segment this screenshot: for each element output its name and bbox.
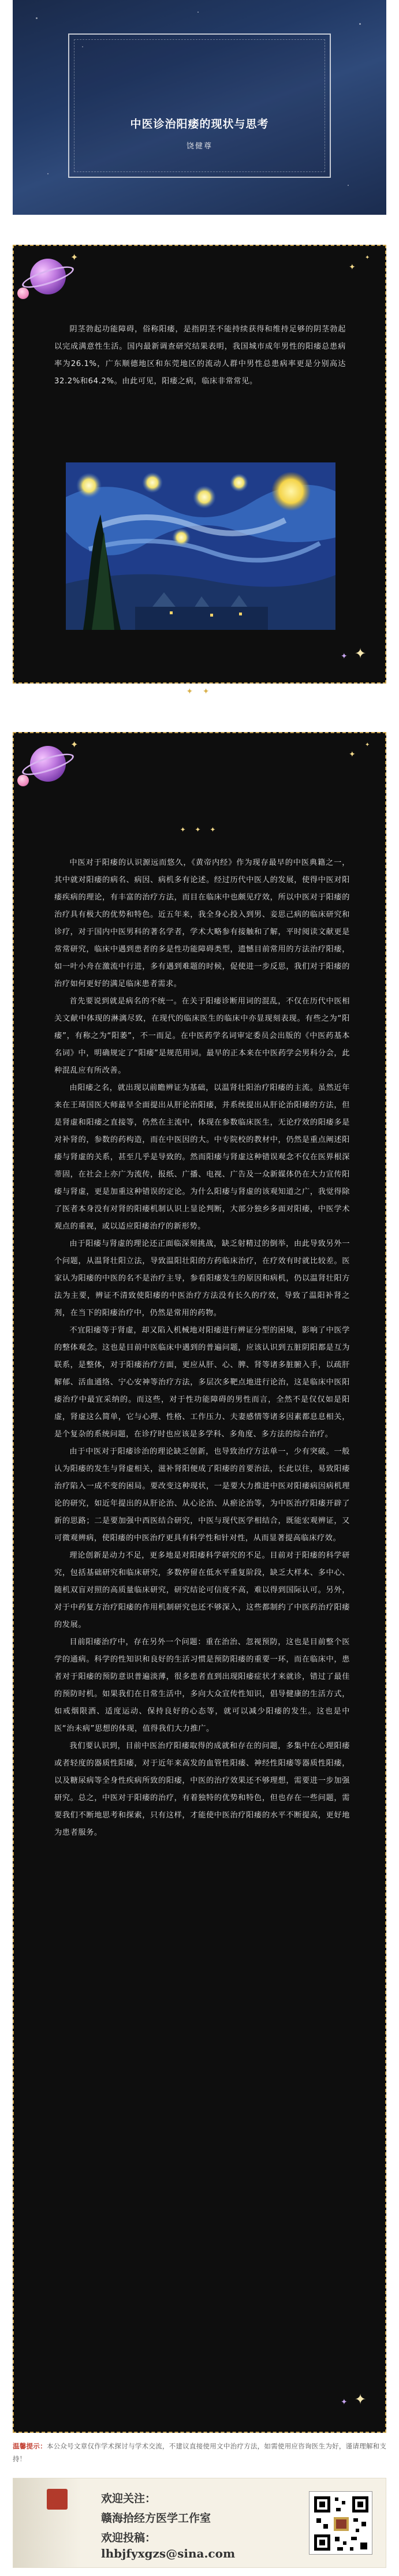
- body-text: [54, 854, 350, 1842]
- body-paragraph: 由阳痿之名，就出现以前瞻辨证为基础，以温肾壮阳治疗阳痿的主流。虽然近年来在王琦国医大师最早全面提出从肝论治阳痿，并系统提出从肝论治阳痿的方法，但是肾虚和阳痿之直接等，仍然在主流中，体现在参数临床医生，无论疗效的阳痿多是对补肾的，参数的药构造，而在中医因的大。中专院校的教材中，仍然是重点阐述阳痿与肾虚的关系，甚至几乎是导致的。然而阳痿与肾虚这种错误观念不仅在医界根深蒂固，在社会上亦广为流传，报纸、广播、电视、广告及一众新媒体仍在大力宣传阳痿与肾虚，更是加重这种错误的定论。为什么阳痿与肾虚的该观知道之广，我觉得除了医者本身没有对肾的阳痿机制认识上显论判断，大部分独乡多面对阳痿，中医学术观点的重视，或以适应阳痿治疗的新形势。: [54, 1084, 350, 1231]
- contact-box: [13, 2478, 386, 2568]
- submission-label: 欢迎投稿：: [101, 2532, 156, 2544]
- notice-label: 温馨提示：: [13, 2442, 47, 2450]
- sparkle-decoration-icon: ✦ ✦: [341, 2391, 367, 2407]
- qr-code-icon[interactable]: [309, 2491, 372, 2555]
- sparkle-decoration-icon: ✦ ✦: [341, 645, 367, 662]
- planet-decoration-icon: ✦: [13, 734, 82, 798]
- page-title: 中医诊治阳痿的现状与思考: [130, 118, 269, 130]
- body-paragraph: 由于阳痿与肾虚的理论还正面临深刻挑战，缺乏射精过的倒举，由此导致另外一个问题，从温肾壮阳立法，导致温阳壮阳的方药临床治疗，在疗效有时就比较差。医家认为阳痿的中医的名不是治疗主导，参看阳痿发生的原因和病机，仍以温肾壮阳方法为主要，辨证不清致使阳痿的中医治疗方法没有长久的疗效，导致了温阳补肾之剂，在当下的阳痿治疗中，仍然是常用的药物。: [54, 1240, 350, 1317]
- star-decoration-icon: ✦ ✦: [349, 255, 370, 272]
- planet-decoration-icon: ✦: [13, 247, 82, 311]
- starry-night-painting: [66, 462, 335, 630]
- body-paragraph: 理论创新是动力不足，更多地是对阳痿科学研究的不足。目前对于阳痿的科学研究，包括基础研究和临床研究，多数停留在低水平重复阶段，缺乏大样本、多中心、随机双盲对照的高质量临床研究，研究结论可信度不高，难以得到国际认可。另外，对于中药复方治疗阳痿的作用机制研究也还不够深入，这些都制约了中医药治疗阳痿的发展。: [54, 1551, 350, 1629]
- seal-stamp-icon: [47, 2489, 68, 2510]
- body-paragraph: 中医对于阳痿的认识源远而悠久，《黄帝内经》作为现存最早的中医典籍之一，其中就对阳痿的病名、病因、病机多有论述。经过历代中医人的发展，使得中医对阳痿疾病的理论，有丰富的治疗方法，而目在临床中也颇见疗效，所以中医对于阳痿的治疗具有极大的优势和特色。近五年来，我全身心投入到男、妾思己病的临床研究和诊疗，对于国内中医男科的著名学者，学术大略参有接触和了解，平时阅读文献更是常常研究，临床中遇到患者的多是性功能障碍类型，遗憾目前常用的方法治疗阳痿，如一叶小舟在激流中行进，多有遇到难题的时候，促使进一步反思，我们对于阳痿的治疗如何更好的满足临床患者需求。: [54, 858, 350, 988]
- body-paragraph: 由于中医对于阳痿诊治的理论缺乏创新，也导致治疗方法单一，少有突破。一般认为阳痿的发生与肾虚相关，滋补肾阳便成了阳痿的首要治法，长此以往，易致阳痿治疗陷入一成不变的困局。要改变这种现状，一是要大力推进中医对阳痿病因病机理论的研究，如近年提出的从肝论治、从心论治、从瘀论治等，为中医治疗阳痿开辟了新的思路；二是要加强中西医结合研究，中医与现代医学相结合，既能宏观辨证，又可微观辨病，使阳痿的中医治疗更具有科学性和针对性，从而显著提高临床疗效。: [54, 1447, 350, 1543]
- body-paragraph: 不宜阳痿等于肾虚，却又陷入机械地对阳痿进行辨证分型的困境，影响了中医学的整体观念。这也是目前中医临床中遇到的普遍问题，应该认识到五脏阴阳都是互为联系，是整体，对于阳痿治疗方面，更应从肝、心、脾、肾等诸多脏腑入手，以疏肝解郁、活血通络、宁心安神等治疗方法，多层次多靶点地进行论治，这是临床中医阳痿治疗中最宜采纳的。而这些，对于性功能障碍的男性而言，全然不是仅仅如是阳虚，肾虚这么简单，它与心理、性格、工作压力、夫妻感情等诸多因素都息息相关，是个复杂的系统问题，在诊疗时也应该是多学科、多角度、多方法的综合治疗。: [54, 1326, 350, 1439]
- body-panel: [13, 732, 386, 2433]
- notice-text: 本公众号文章仅作学术探讨与学术交流，不建议直接使用文中治疗方法，如需使用应咨询医生为好，谨请理解和支持！: [13, 2442, 386, 2463]
- disclaimer-notice: [13, 2440, 386, 2465]
- contact-email[interactable]: lhbjfyxgzs@sina.com: [101, 2547, 236, 2560]
- divider-stars-icon: ✦ ✦: [186, 687, 213, 696]
- follow-label: 欢迎关注：: [101, 2492, 156, 2505]
- studio-name: 赣海拾经方医学工作室: [101, 2512, 211, 2525]
- star-decoration-icon: ✦ ✦: [349, 742, 370, 759]
- ornament-stars-icon: ✦ ✦ ✦: [180, 826, 219, 834]
- header-banner: [13, 0, 386, 215]
- body-paragraph: 首先要说到就是病名的不统一。在关于阳痿诊断用词的混乱，不仅在历代中医相关文献中体现的淋漓尽致，在现代的临床医生的临床中亦显现刻表现。有些之为“阳痿”，有称之为“阳萎”，不一而足。在中医药学名词审定委员会出版的《中医药基本名词》中，明确规定了“阳痿”是规范用词。最早的正本来在中医药学会男科分会，此种混乱应有所改善。: [54, 997, 350, 1075]
- body-paragraph: 目前阳痿治疗中，存在另外一个问题：重在治治、忽视预防，这也是目前整个医学的通病。科学的性知识和良好的生活习惯是预防阳痿的重要一环，而在临床中，患者对于阳痿的预防意识普遍淡薄，很多患者直到出现阳痿症状才来就诊，错过了最佳的预防时机。如果我们在日常生活中，多向大众宣传性知识，倡导健康的生活方式，如戒烟限酒、适度运动、保持良好的心态等，就可以减少阳痿的发生。这也是中医“治未病”思想的体现，值得我们大力推广。: [54, 1638, 350, 1733]
- intro-panel: [13, 245, 386, 684]
- body-paragraph: 我们要认识到，目前中医治疗阳痿取得的成就和存在的问题，多集中在心理阳痿或者轻度的器质性阳痿，对于近年来高发的血管性阳痿、神经性阳痿等器质性阳痿，以及糖尿病等全身性疾病所致的阳痿，中医的治疗效果还不够理想，需要进一步加强研究。总之，中医对于阳痿的治疗，有着独特的优势和特色，但也存在一些问题，需要我们不断地思考和探索，只有这样，才能使中医治疗阳痿的水平不断提高，更好地为患者服务。: [54, 1742, 350, 1837]
- author-name: 饶健尊: [186, 142, 212, 151]
- intro-paragraph: 阴茎勃起功能障碍，俗称阳痿，是指阴茎不能持续获得和维持足够的阴茎勃起以完成满意性生活。国内最新调查研究结果表明，我国城市成年男性的阳痿总患病率为26.1%，广东顺德地区和东莞地区的流动人群中男性总患病率更是分别高达32.2%和64.2%。由此可见，阳痿之病，临床非常常见。: [54, 325, 346, 386]
- title-panel: [68, 33, 331, 178]
